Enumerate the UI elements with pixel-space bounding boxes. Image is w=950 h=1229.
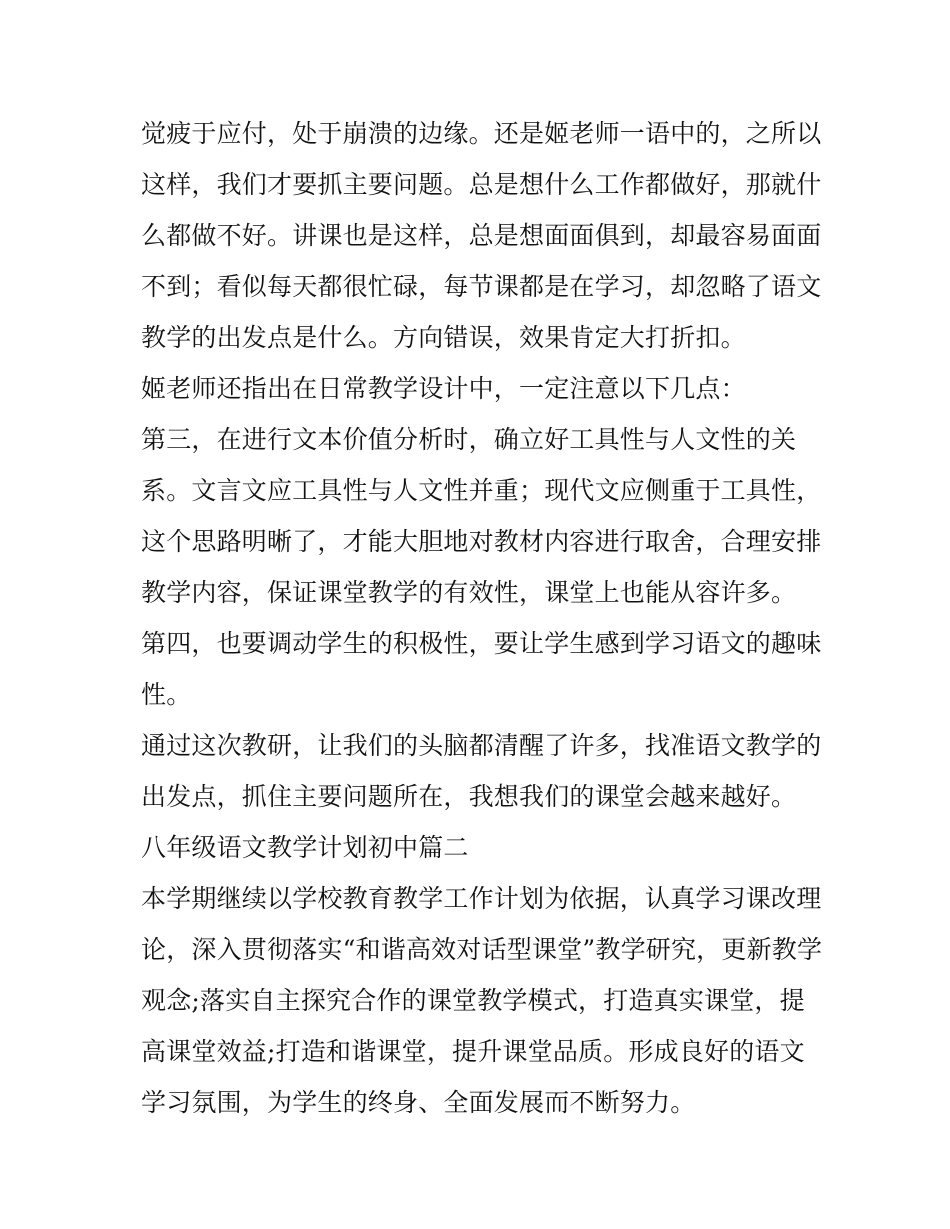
text-line: 学习氛围，为学生的终身、全面发展而不断努力。: [141, 1088, 696, 1117]
text-line: 本学期继续以学校教育教学工作计划为依据，认真学习课改理: [141, 884, 822, 913]
paragraph-6: [141, 873, 823, 1128]
text-line: 论，深入贯彻落实“和谐高效对话型课堂”教学研究，更新教学: [141, 935, 823, 964]
paragraph-4: [141, 618, 822, 720]
text-line: 通过这次教研，让我们的头脑都清醒了许多，找准语文教学的: [141, 731, 822, 760]
paragraph-5: [141, 720, 822, 822]
text-line: 这个思路明晰了，才能大胆地对教材内容进行取舍，合理安排: [141, 527, 822, 556]
text-line: 教学的出发点是什么。方向错误，效果肯定大打折扣。: [141, 323, 746, 352]
text-line: 观念;落实自主探究合作的课堂教学模式，打造真实课堂，提: [141, 986, 805, 1015]
text-line: 么都做不好。讲课也是这样，总是想面面俱到，却最容易面面: [141, 221, 822, 250]
text-line: 不到；看似每天都很忙碌，每节课都是在学习，却忽略了语文: [141, 272, 822, 301]
section-heading: [141, 822, 817, 873]
text-line: 教学内容，保证课堂教学的有效性，课堂上也能从容许多。: [141, 578, 797, 607]
text-line: 这样，我们才要抓主要问题。总是想什么工作都做好，那就什: [141, 170, 822, 199]
text-line: 第四，也要调动学生的积极性，要让学生感到学习语文的趣味: [141, 629, 822, 658]
paragraph-1: [141, 108, 822, 363]
text-line: 出发点，抓住主要问题所在，我想我们的课堂会越来越好。: [141, 782, 797, 811]
document-body: [141, 108, 823, 1128]
text-line: 姬老师还指出在日常教学设计中，一定注意以下几点：: [141, 374, 746, 403]
text-line: 觉疲于应付，处于崩溃的边缘。还是姬老师一语中的，之所以: [141, 119, 822, 148]
text-line: 第三，在进行文本价值分析时，确立好工具性与人文性的关: [141, 425, 797, 454]
text-line: 系。文言文应工具性与人文性并重；现代文应侧重于工具性，: [141, 476, 822, 505]
text-line: 高课堂效益;打造和谐课堂，提升课堂品质。形成良好的语文: [141, 1037, 805, 1066]
paragraph-3: [141, 414, 822, 618]
paragraph-2: [141, 363, 817, 414]
text-line: 八年级语文教学计划初中篇二: [141, 833, 469, 862]
text-line: 性。: [141, 680, 192, 709]
